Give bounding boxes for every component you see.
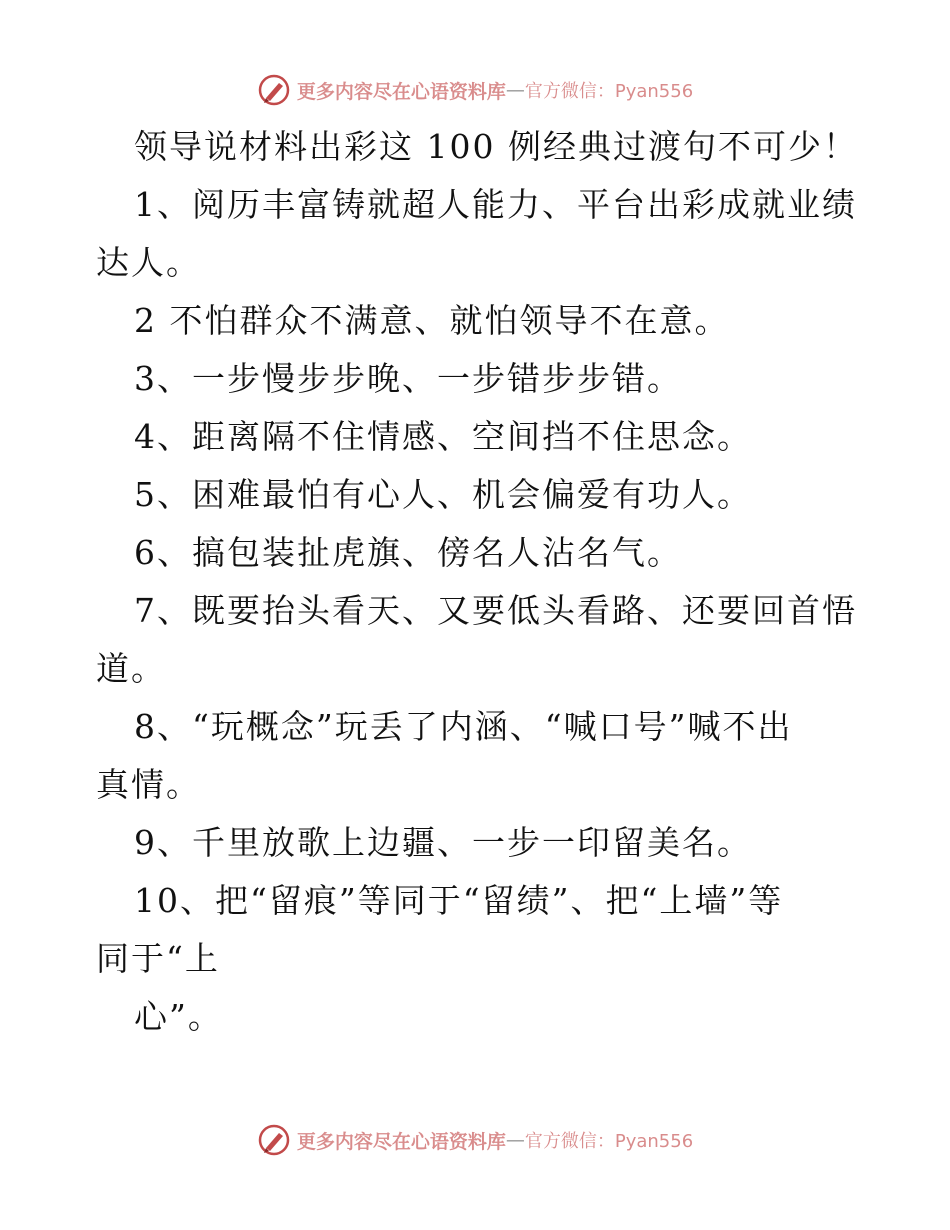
paragraph-line: 道。	[96, 649, 166, 688]
paragraph-line: 6、搞包装扯虎旗、傍名人沾名气。	[134, 533, 682, 572]
paragraph-line: 7、既要抬头看天、又要低头看路、还要回首悟	[134, 591, 857, 630]
paragraph-line: 真情。	[96, 765, 201, 804]
footer-watermark	[0, 1120, 950, 1160]
header-watermark	[0, 70, 950, 110]
paragraph-line: 2 不怕群众不满意、就怕领导不在意。	[134, 301, 730, 340]
watermark-main-text: 更多内容尽在心语资料库	[296, 80, 506, 103]
paragraph-line: 达人。	[96, 243, 201, 282]
watermark-wechat-text: 官方微信：Pyan556	[524, 1131, 694, 1152]
paragraph-line: 3、一步慢步步晚、一步错步步错。	[134, 359, 682, 398]
document-title: 领导说材料出彩这 100 例经典过渡句不可少！	[134, 127, 858, 166]
watermark-main-text: 更多内容尽在心语资料库	[296, 1130, 506, 1153]
pen-logo-icon	[257, 73, 291, 107]
paragraph-line: 心”。	[134, 997, 223, 1036]
pen-logo-icon	[257, 1123, 291, 1157]
paragraph-line: 10、把“留痕”等同于“留绩”、把“上墙”等	[134, 881, 784, 920]
paragraph-line: 8、“玩概念”玩丢了内涵、“喊口号”喊不出	[134, 707, 793, 746]
paragraph-line: 4、距离隔不住情感、空间挡不住思念。	[134, 417, 752, 456]
document-body	[96, 118, 856, 1046]
watermark-separator: —	[505, 1129, 525, 1151]
watermark-separator: —	[505, 79, 525, 101]
paragraph-line: 1、阅历丰富铸就超人能力、平台出彩成就业绩	[134, 185, 857, 224]
paragraph-line: 9、千里放歌上边疆、一步一印留美名。	[134, 823, 752, 862]
paragraph-line: 5、困难最怕有心人、机会偏爱有功人。	[134, 475, 752, 514]
paragraph-line: 同于“上	[96, 939, 220, 978]
watermark-wechat-text: 官方微信：Pyan556	[524, 81, 694, 102]
